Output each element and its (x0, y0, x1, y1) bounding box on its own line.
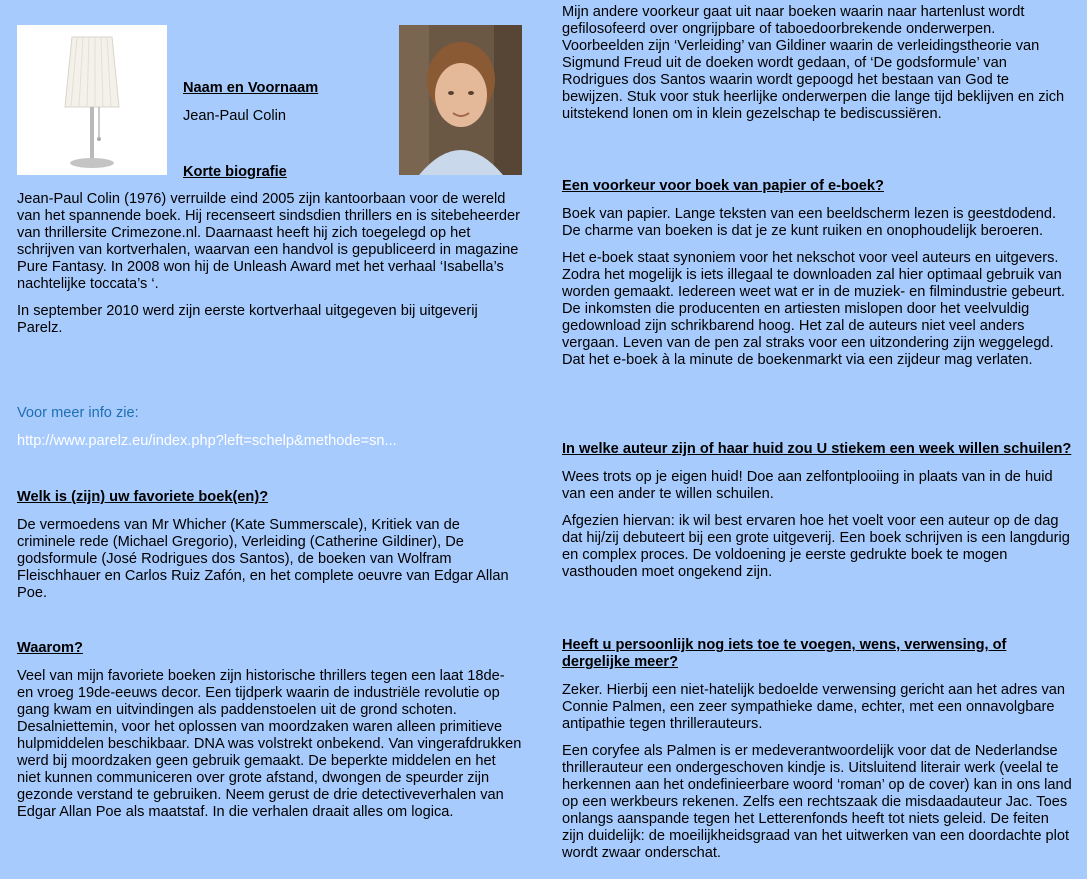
section-paragraph: Het e-boek staat synoniem voor het nekschot voor veel auteurs en uitgevers. Zodra het mogelijk is iets illegaal te downloaden zal hier optimaal gebruik van worden gemaakt. Iedereen weet wat er in de muziek- en filmindustrie gebeurt. De inkomsten die producenten en artiesten mislopen door het veelvuldig gedownload zijn schrikbarend hoog. Het zal de auteurs niet veel anders vergaan. Leven van de pen zal straks voor een uitzondering zijn weggelegd. Dat het e-boek à la minute de boekenmarkt via een zijdeur mag verlaten. (562, 250, 1065, 368)
section-heading: Waarom? (17, 640, 83, 656)
left-column (17, 191, 522, 337)
section-heading: In welke auteur zijn of haar huid zou U stiekem een week willen schuilen? (562, 441, 1072, 457)
intro-paragraph: Mijn andere voorkeur gaat uit naar boeken waarin naar hartenlust wordt gefilosofeerd over ongrijpbare of taboedoorbrekende onderwerpen. Voorbeelden zijn ‘Verleiding’ van Gildiner waarin de verleidingstheorie van Sigmund Freud uit de doeken wordt gedaan, of ‘De godsformule’ van Rodrigues dos Santos waarin wordt gepoogd het bestaan van God te bewijzen. Stuk voor stuk heerlijke onderwerpen die lange tijd beklijven en zich uitstekend lonen om in klein gezelschap te bediscussiëren. (562, 4, 1065, 122)
author-skin-section (562, 441, 1072, 581)
right-intro (562, 4, 1072, 123)
author-portrait-image (399, 25, 522, 175)
author-name: Jean-Paul Colin (183, 108, 287, 124)
section-heading: Welk is (zijn) uw favoriete boek(en)? (17, 489, 269, 505)
more-info-link[interactable]: http://www.parelz.eu/index.php?left=schelp&methode=sn... (17, 433, 397, 449)
bio-heading: Korte biografie (183, 164, 287, 180)
ebook-section (562, 178, 1072, 369)
bio-paragraph: In september 2010 werd zijn eerste kortverhaal uitgegeven bij uitgeverij Parelz. (17, 303, 478, 336)
section-heading: Heeft u persoonlijk nog iets toe te voegen, wens, verwensing, of dergelijke meer? (562, 637, 1007, 670)
section-paragraph: Wees trots op je eigen huid! Doe aan zelfontplooiing in plaats van in de huid van een ander te willen schuilen. (562, 469, 1053, 502)
section-paragraph: Een coryfee als Palmen is er medeverantwoordelijk voor dat de Nederlandse thrillerauteur een ondergeschoven kindje is. Uitsluitend literair werk (veelal te herkennen aan het ondefinieerbare woord ‘roman’ op de cover) kan in ons land op een werkbeurs rekenen. Zelfs een rechtszaak die misdaadauteur Jac. Toes onlangs aanspande tegen het Letterenfonds heeft tot niets geleid. De feiten zijn duidelijk: de moeilijkheidsgraad van het uitwerken van een doordachte plot wordt zwaar onderschat. (562, 743, 1072, 861)
bio-paragraph: Jean-Paul Colin (1976) verruilde eind 2005 zijn kantoorbaan voor de wereld van het spannende boek. Hij recenseert sindsdien thrillers en is sitebeheerder van thrillersite Crimezone.nl. Daarnaast heeft hij zich toegelegd op het schrijven van kortverhalen, waarvan een handvol is gepubliceerd in magazine Pure Fantasy. In 2008 won hij de Unleash Award met het verhaal ‘Isabella’s nachtelijke toccata’s ‘. (17, 191, 520, 292)
section-paragraph: Veel van mijn favoriete boeken zijn historische thrillers tegen een laat 18de- en vroeg 19de-eeuws decor. Een tijdperk waarin de industriële revolutie op gang kwam en uitvindingen als paddenstoelen uit de grond schoten. Desalniettemin, voor het oplossen van moordzaken waren alleen primitieve hulpmiddelen beschikbaar. DNA was volstrekt onbekend. Van vingerafdrukken werd bij moordzaken geen gebruik gemaakt. De beperkte middelen en het niet kunnen communiceren over grote afstand, dwongen de speurder zijn gezonde verstand te gebruiken. Neem gerust de drie detectiveverhalen van Edgar Allan Poe als maatstaf. In die verhalen draait alles om logica. (17, 668, 522, 820)
section-paragraph: Afgezien hiervan: ik wil best ervaren hoe het voelt voor een auteur op de dag dat hij/zij debuteert bij een grote uitgeverij. Een boek schrijven is een langdurig en complex proces. De voldoening je eerste gedrukte boek te mogen vasthouden moet ongekend zijn. (562, 513, 1070, 580)
more-info-label: Voor meer info zie: (17, 405, 139, 421)
section-paragraph: Zeker. Hierbij een niet-hatelijk bedoelde verwensing gericht aan het adres van Connie Palmen, een zeer sympathieke dame, echter, met een onnavolgbare antipathie tegen thrillerauteurs. (562, 682, 1065, 732)
section-paragraph: De vermoedens van Mr Whicher (Kate Summerscale), Kritiek van de criminele rede (Michael Gregorio), Verleiding (Catherine Gildiner), De godsformule (José Rodrigues dos Santos), de boeken van Wolfram Fleischhauer en Carlos Ruiz Zafón, en het complete oeuvre van Edgar Allan Poe. (17, 517, 509, 601)
name-heading: Naam en Voornaam (183, 80, 319, 96)
section-heading: Een voorkeur voor boek van papier of e-boek? (562, 178, 884, 194)
lamp-image (17, 25, 167, 175)
favorite-books-section (17, 489, 522, 602)
why-section (17, 640, 522, 821)
additional-remarks-section (562, 637, 1072, 862)
section-paragraph: Boek van papier. Lange teksten van een beeldscherm lezen is geestdodend. De charme van boeken is dat je ze kunt ruiken en onophoudelijk beroeren. (562, 206, 1057, 239)
